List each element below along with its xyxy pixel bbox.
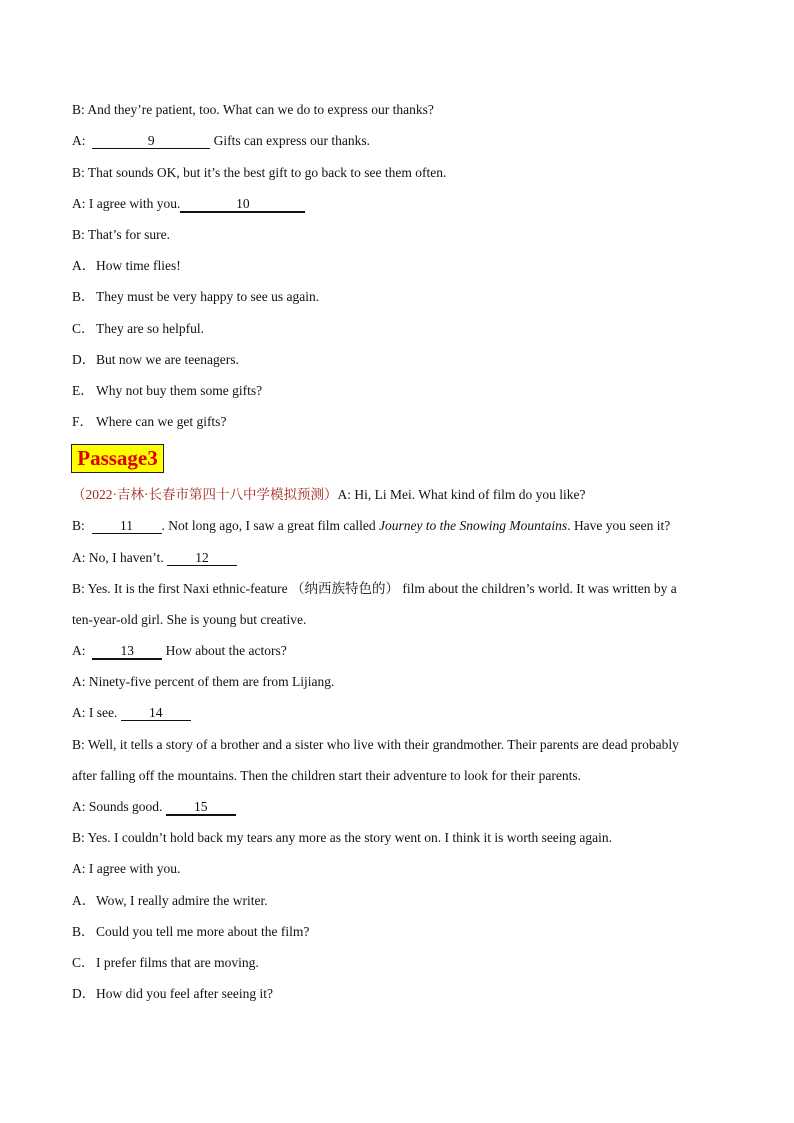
- dialogue-line: A: I agree with you.: [72, 861, 181, 876]
- option-text: They must be very happy to see us again.: [96, 289, 320, 304]
- option-item: [72, 351, 239, 369]
- dialogue-text: . Not long ago, I saw a great film called: [161, 518, 376, 533]
- passage-title: Passage3: [71, 444, 164, 473]
- option-text: Could you tell me more about the film?: [96, 924, 310, 939]
- dialogue-text: . Have you seen it?: [567, 518, 671, 533]
- option-letter: D．: [72, 986, 96, 1001]
- dialogue-text: Gifts can express our thanks.: [213, 133, 370, 148]
- dialogue-line: [72, 132, 370, 150]
- option-item: [72, 288, 319, 306]
- dialogue-line: after falling off the mountains. Then the children start their adventure to look for their parents.: [72, 768, 581, 783]
- dialogue-text: A: I see.: [72, 705, 118, 720]
- option-letter: B．: [72, 924, 95, 939]
- option-text: Where can we get gifts?: [96, 414, 227, 429]
- dialogue-text: A: I agree with you.: [72, 196, 181, 211]
- option-item: [72, 382, 262, 400]
- option-item: [72, 320, 204, 338]
- speaker-label: A:: [72, 133, 86, 148]
- answer-blank[interactable]: 11: [92, 518, 162, 534]
- option-item: [72, 413, 226, 431]
- dialogue-line: [72, 195, 305, 213]
- answer-blank[interactable]: 15: [166, 799, 236, 816]
- speaker-label: A:: [72, 643, 86, 658]
- option-text: Wow, I really admire the writer.: [96, 893, 268, 908]
- dialogue-line: B: That’s for sure.: [72, 227, 170, 242]
- source-citation: （2022·吉林·长春市第四十八中学模拟预测）: [72, 487, 338, 502]
- option-item: [72, 923, 309, 941]
- dialogue-text: A: Sounds good.: [72, 799, 163, 814]
- dialogue-line: [72, 549, 237, 567]
- option-letter: B．: [72, 289, 95, 304]
- dialogue-line: [72, 798, 236, 816]
- dialogue-line: [72, 704, 191, 722]
- dialogue-line: A: Ninety-five percent of them are from Lijiang.: [72, 674, 335, 689]
- option-item: [72, 954, 259, 972]
- option-letter: D．: [72, 352, 96, 367]
- dialogue-line: [72, 642, 287, 660]
- answer-blank[interactable]: 9: [92, 133, 210, 149]
- dialogue-text: A: No, I haven’t.: [72, 550, 164, 565]
- option-text: How time flies!: [96, 258, 181, 273]
- option-letter: C．: [72, 955, 95, 970]
- dialogue-line: B: And they’re patient, too. What can we do to express our thanks?: [72, 102, 434, 117]
- option-item: [72, 257, 181, 275]
- option-item: [72, 985, 273, 1003]
- option-item: [72, 892, 268, 910]
- dialogue-text: How about the actors?: [165, 643, 287, 658]
- dialogue-line: B: That sounds OK, but it’s the best gift to go back to see them often.: [72, 165, 447, 180]
- dialogue-text: A: Hi, Li Mei. What kind of film do you like?: [337, 487, 586, 502]
- speaker-label: B:: [72, 518, 85, 533]
- option-text: How did you feel after seeing it?: [96, 986, 273, 1001]
- option-letter: C．: [72, 321, 95, 336]
- dialogue-line: [72, 486, 585, 504]
- dialogue-line: B: Well, it tells a story of a brother and a sister who live with their grandmother. Their parents are dead probably: [72, 737, 679, 752]
- option-text: I prefer films that are moving.: [96, 955, 259, 970]
- option-letter: F．: [72, 414, 94, 429]
- answer-blank[interactable]: 13: [92, 643, 162, 660]
- dialogue-line: [72, 517, 670, 535]
- film-title: Journey to the Snowing Mountains: [378, 518, 568, 533]
- dialogue-line: B: Yes. It is the first Naxi ethnic-feature （纳西族特色的） film about the children’s world. It was written by a: [72, 581, 677, 596]
- dialogue-line: B: Yes. I couldn’t hold back my tears any more as the story went on. I think it is worth seeing again.: [72, 830, 613, 845]
- option-letter: A．: [72, 893, 96, 908]
- dialogue-line: ten-year-old girl. She is young but creative.: [72, 612, 307, 627]
- option-letter: E．: [72, 383, 94, 398]
- answer-blank[interactable]: 10: [180, 196, 305, 213]
- option-letter: A．: [72, 258, 96, 273]
- answer-blank[interactable]: 12: [167, 550, 237, 566]
- option-text: Why not buy them some gifts?: [96, 383, 263, 398]
- option-text: They are so helpful.: [96, 321, 204, 336]
- option-text: But now we are teenagers.: [96, 352, 239, 367]
- answer-blank[interactable]: 14: [121, 705, 191, 721]
